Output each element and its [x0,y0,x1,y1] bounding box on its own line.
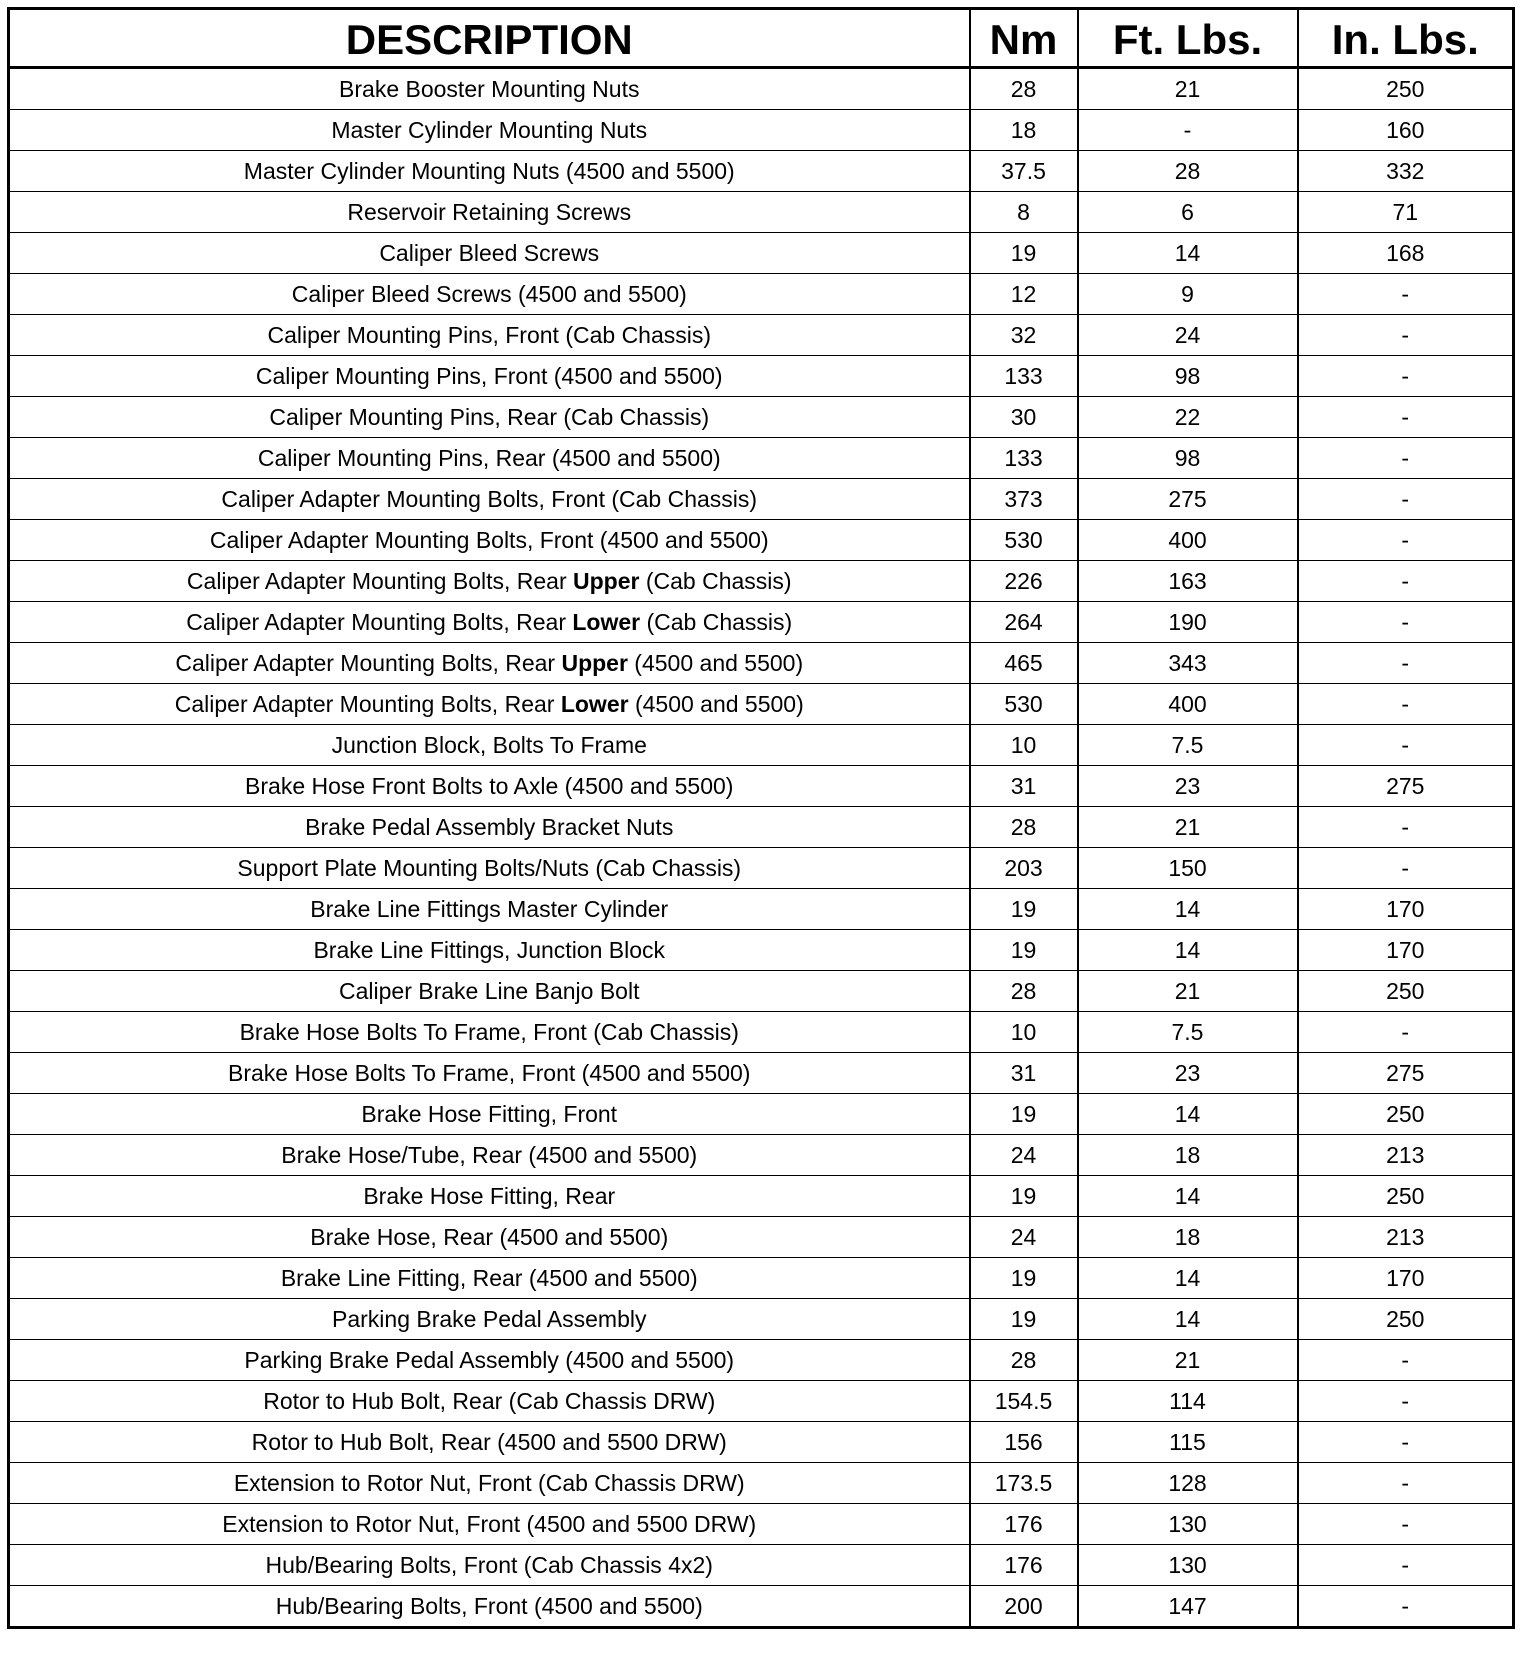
cell-nm: 133 [970,356,1078,397]
cell-ft-lbs: 14 [1078,1094,1298,1135]
cell-in-lbs: - [1298,1504,1514,1545]
cell-nm: 156 [970,1422,1078,1463]
cell-nm: 19 [970,930,1078,971]
cell-in-lbs: 168 [1298,233,1514,274]
cell-in-lbs: - [1298,356,1514,397]
description-text: Brake Booster Mounting Nuts [339,76,640,102]
cell-in-lbs: - [1298,807,1514,848]
cell-ft-lbs: 9 [1078,274,1298,315]
cell-description [9,1217,970,1258]
cell-description [9,725,970,766]
description-text: Brake Hose Fitting, Front [361,1101,618,1127]
description-text: Master Cylinder Mounting Nuts [331,117,648,143]
cell-description [9,233,970,274]
cell-nm: 8 [970,192,1078,233]
cell-ft-lbs: 343 [1078,643,1298,684]
cell-ft-lbs: 7.5 [1078,725,1298,766]
cell-in-lbs: - [1298,520,1514,561]
cell-ft-lbs: 6 [1078,192,1298,233]
cell-nm: 226 [970,561,1078,602]
cell-in-lbs: - [1298,561,1514,602]
description-text: Brake Hose, Rear (4500 and 5500) [310,1224,669,1250]
cell-ft-lbs: 98 [1078,356,1298,397]
table-row [9,1381,1514,1422]
cell-nm: 19 [970,233,1078,274]
cell-in-lbs: - [1298,725,1514,766]
cell-nm: 10 [970,1012,1078,1053]
cell-ft-lbs: 14 [1078,1176,1298,1217]
cell-in-lbs: - [1298,479,1514,520]
cell-ft-lbs: 21 [1078,807,1298,848]
description-emphasis: Lower [560,691,629,717]
cell-ft-lbs: 128 [1078,1463,1298,1504]
description-suffix: (4500 and 5500) [627,650,804,676]
cell-description [9,1135,970,1176]
table-row [9,1340,1514,1381]
cell-in-lbs: - [1298,274,1514,315]
table-row [9,1586,1514,1628]
description-text: Extension to Rotor Nut, Front (4500 and 5500 DRW) [222,1511,757,1537]
cell-ft-lbs: 115 [1078,1422,1298,1463]
table-row [9,602,1514,643]
cell-nm: 37.5 [970,151,1078,192]
cell-nm: 133 [970,438,1078,479]
cell-description [9,438,970,479]
description-text: Junction Block, Bolts To Frame [331,732,647,758]
table-row [9,1012,1514,1053]
cell-description [9,1053,970,1094]
table-header-row [9,9,1514,68]
cell-nm: 200 [970,1586,1078,1628]
description-text: Caliper Bleed Screws (4500 and 5500) [291,281,687,307]
description-text: Caliper Adapter Mounting Bolts, Rear [186,568,574,594]
cell-description [9,192,970,233]
description-text: Brake Hose Bolts To Frame, Front (4500 and 5500) [228,1060,751,1086]
cell-description [9,807,970,848]
cell-description [9,1381,970,1422]
description-text: Brake Hose Fitting, Rear [363,1183,616,1209]
description-text: Support Plate Mounting Bolts/Nuts (Cab Chassis) [237,855,742,881]
table-row [9,397,1514,438]
cell-in-lbs: - [1298,397,1514,438]
cell-ft-lbs: 14 [1078,233,1298,274]
table-row [9,274,1514,315]
cell-ft-lbs: 150 [1078,848,1298,889]
cell-description [9,602,970,643]
torque-spec-table [7,7,1515,1629]
cell-ft-lbs: 28 [1078,151,1298,192]
header-nm: Nm [970,9,1078,68]
table-row [9,725,1514,766]
cell-ft-lbs: 18 [1078,1135,1298,1176]
cell-description [9,848,970,889]
cell-in-lbs: 275 [1298,766,1514,807]
description-text: Extension to Rotor Nut, Front (Cab Chassis DRW) [233,1470,745,1496]
cell-nm: 31 [970,766,1078,807]
table-row [9,520,1514,561]
cell-nm: 10 [970,725,1078,766]
cell-description [9,1545,970,1586]
cell-description [9,110,970,151]
table-row [9,315,1514,356]
description-text: Caliper Adapter Mounting Bolts, Front (4500 and 5500) [209,527,769,553]
cell-ft-lbs: 14 [1078,930,1298,971]
cell-ft-lbs: 24 [1078,315,1298,356]
cell-ft-lbs: 23 [1078,1053,1298,1094]
description-suffix: (4500 and 5500) [628,691,804,717]
table-row [9,1053,1514,1094]
table-row [9,151,1514,192]
cell-in-lbs: 170 [1298,930,1514,971]
cell-description [9,1176,970,1217]
cell-in-lbs: - [1298,1012,1514,1053]
table-row [9,848,1514,889]
cell-nm: 31 [970,1053,1078,1094]
cell-in-lbs: 250 [1298,1094,1514,1135]
description-emphasis: Upper [561,650,628,676]
cell-description [9,1094,970,1135]
table-row [9,1463,1514,1504]
cell-description [9,151,970,192]
cell-in-lbs: - [1298,1422,1514,1463]
cell-in-lbs: 332 [1298,151,1514,192]
cell-ft-lbs: 14 [1078,889,1298,930]
cell-nm: 373 [970,479,1078,520]
table-row [9,233,1514,274]
table-row [9,110,1514,151]
table-row [9,684,1514,725]
description-text: Brake Pedal Assembly Bracket Nuts [305,814,674,840]
cell-in-lbs: 213 [1298,1217,1514,1258]
cell-in-lbs: 160 [1298,110,1514,151]
cell-ft-lbs: 400 [1078,520,1298,561]
cell-in-lbs: - [1298,1340,1514,1381]
description-emphasis: Lower [572,609,641,635]
cell-nm: 176 [970,1504,1078,1545]
description-text: Caliper Adapter Mounting Bolts, Rear [175,650,562,676]
cell-description [9,1012,970,1053]
cell-in-lbs: 170 [1298,889,1514,930]
cell-nm: 465 [970,643,1078,684]
table-row [9,889,1514,930]
description-text: Caliper Adapter Mounting Bolts, Rear [186,609,573,635]
cell-description [9,643,970,684]
cell-ft-lbs: 21 [1078,68,1298,110]
cell-ft-lbs: 21 [1078,1340,1298,1381]
cell-description [9,1504,970,1545]
cell-ft-lbs: 130 [1078,1504,1298,1545]
cell-nm: 19 [970,1258,1078,1299]
cell-nm: 24 [970,1135,1078,1176]
cell-ft-lbs: 190 [1078,602,1298,643]
cell-ft-lbs: 275 [1078,479,1298,520]
header-description: DESCRIPTION [9,9,970,68]
description-text: Master Cylinder Mounting Nuts (4500 and 5500) [243,158,735,184]
description-text: Caliper Adapter Mounting Bolts, Rear [174,691,561,717]
cell-in-lbs: 250 [1298,1299,1514,1340]
cell-description [9,561,970,602]
cell-nm: 32 [970,315,1078,356]
cell-nm: 19 [970,889,1078,930]
description-text: Caliper Brake Line Banjo Bolt [339,978,640,1004]
table-row [9,561,1514,602]
description-emphasis: Upper [573,568,640,594]
description-suffix: (Cab Chassis) [640,609,793,635]
header-in-lbs: In. Lbs. [1298,9,1514,68]
description-text: Rotor to Hub Bolt, Rear (4500 and 5500 DRW) [251,1429,727,1455]
cell-description [9,1258,970,1299]
table-row [9,1135,1514,1176]
description-text: Rotor to Hub Bolt, Rear (Cab Chassis DRW) [263,1388,716,1414]
cell-nm: 203 [970,848,1078,889]
cell-nm: 28 [970,1340,1078,1381]
cell-description [9,684,970,725]
cell-ft-lbs: 7.5 [1078,1012,1298,1053]
cell-nm: 176 [970,1545,1078,1586]
table-row [9,807,1514,848]
cell-ft-lbs: 23 [1078,766,1298,807]
description-text: Hub/Bearing Bolts, Front (4500 and 5500) [275,1593,703,1619]
description-text: Caliper Mounting Pins, Front (4500 and 5500) [255,363,723,389]
cell-description [9,889,970,930]
cell-in-lbs: 250 [1298,68,1514,110]
table-row [9,192,1514,233]
cell-in-lbs: - [1298,438,1514,479]
cell-nm: 530 [970,684,1078,725]
cell-ft-lbs: 130 [1078,1545,1298,1586]
table-row [9,1422,1514,1463]
cell-nm: 154.5 [970,1381,1078,1422]
table-row [9,1176,1514,1217]
cell-in-lbs: 71 [1298,192,1514,233]
table-row [9,1299,1514,1340]
cell-ft-lbs: 14 [1078,1299,1298,1340]
description-text: Brake Line Fitting, Rear (4500 and 5500) [280,1265,698,1291]
cell-nm: 12 [970,274,1078,315]
description-text: Caliper Mounting Pins, Rear (Cab Chassis) [269,404,710,430]
cell-nm: 18 [970,110,1078,151]
description-text: Brake Line Fittings, Junction Block [313,937,666,963]
cell-description [9,68,970,110]
cell-in-lbs: 275 [1298,1053,1514,1094]
cell-nm: 19 [970,1299,1078,1340]
cell-ft-lbs: - [1078,110,1298,151]
table-row [9,1217,1514,1258]
description-text: Caliper Adapter Mounting Bolts, Front (Cab Chassis) [221,486,758,512]
cell-in-lbs: - [1298,848,1514,889]
cell-in-lbs: - [1298,1545,1514,1586]
table-row [9,971,1514,1012]
cell-description [9,1340,970,1381]
cell-in-lbs: - [1298,1463,1514,1504]
cell-in-lbs: - [1298,684,1514,725]
description-text: Brake Hose/Tube, Rear (4500 and 5500) [281,1142,698,1168]
description-text: Brake Line Fittings Master Cylinder [310,896,669,922]
description-text: Reservoir Retaining Screws [347,199,632,225]
cell-in-lbs: 250 [1298,971,1514,1012]
cell-in-lbs: - [1298,1381,1514,1422]
cell-nm: 19 [970,1094,1078,1135]
table-body [9,68,1514,1628]
cell-ft-lbs: 98 [1078,438,1298,479]
cell-ft-lbs: 400 [1078,684,1298,725]
cell-description [9,397,970,438]
description-text: Parking Brake Pedal Assembly (4500 and 5500) [244,1347,735,1373]
table-row [9,479,1514,520]
cell-nm: 264 [970,602,1078,643]
cell-nm: 28 [970,807,1078,848]
cell-nm: 19 [970,1176,1078,1217]
cell-description [9,1463,970,1504]
cell-ft-lbs: 163 [1078,561,1298,602]
table-row [9,1258,1514,1299]
cell-in-lbs: 250 [1298,1176,1514,1217]
cell-ft-lbs: 147 [1078,1586,1298,1628]
cell-description [9,356,970,397]
cell-description [9,766,970,807]
cell-ft-lbs: 14 [1078,1258,1298,1299]
cell-in-lbs: - [1298,643,1514,684]
cell-description [9,315,970,356]
cell-ft-lbs: 18 [1078,1217,1298,1258]
header-ft-lbs: Ft. Lbs. [1078,9,1298,68]
cell-in-lbs: 170 [1298,1258,1514,1299]
table-row [9,1545,1514,1586]
cell-ft-lbs: 21 [1078,971,1298,1012]
description-suffix: (Cab Chassis) [639,568,792,594]
description-text: Parking Brake Pedal Assembly [332,1306,647,1332]
cell-nm: 28 [970,68,1078,110]
cell-description [9,479,970,520]
description-text: Brake Hose Front Bolts to Axle (4500 and 5500) [245,773,734,799]
table-row [9,68,1514,110]
cell-in-lbs: - [1298,315,1514,356]
description-text: Caliper Mounting Pins, Front (Cab Chassis) [267,322,712,348]
cell-nm: 24 [970,1217,1078,1258]
cell-in-lbs: - [1298,1586,1514,1628]
table-row [9,1504,1514,1545]
cell-nm: 30 [970,397,1078,438]
table-row [9,438,1514,479]
cell-description [9,971,970,1012]
cell-nm: 173.5 [970,1463,1078,1504]
cell-in-lbs: 213 [1298,1135,1514,1176]
cell-description [9,274,970,315]
cell-nm: 530 [970,520,1078,561]
table-row [9,356,1514,397]
table-row [9,766,1514,807]
description-text: Caliper Mounting Pins, Rear (4500 and 5500) [257,445,721,471]
cell-nm: 28 [970,971,1078,1012]
description-text: Hub/Bearing Bolts, Front (Cab Chassis 4x2) [265,1552,713,1578]
cell-description [9,1299,970,1340]
cell-ft-lbs: 114 [1078,1381,1298,1422]
table-row [9,930,1514,971]
cell-description [9,1586,970,1628]
cell-description [9,520,970,561]
table-row [9,1094,1514,1135]
table-row [9,643,1514,684]
cell-ft-lbs: 22 [1078,397,1298,438]
description-text: Caliper Bleed Screws [379,240,600,266]
cell-in-lbs: - [1298,602,1514,643]
cell-description [9,930,970,971]
description-text: Brake Hose Bolts To Frame, Front (Cab Chassis) [239,1019,739,1045]
cell-description [9,1422,970,1463]
